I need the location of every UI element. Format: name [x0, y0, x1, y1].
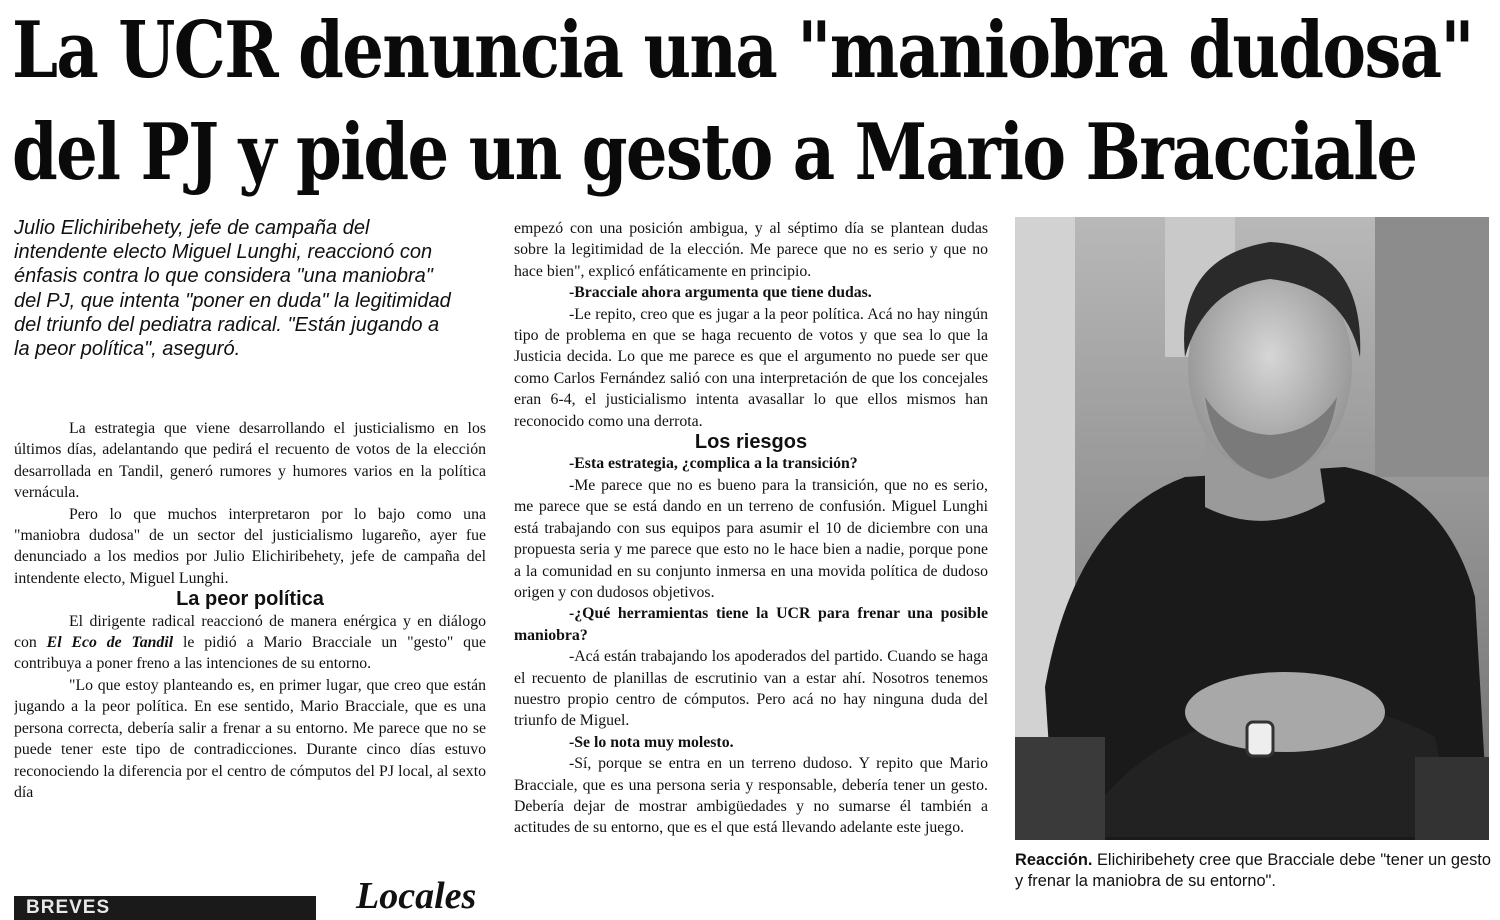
interview-question: -Esta estrategia, ¿complica a la transición?	[569, 455, 858, 473]
subhead-la-peor-politica: La peor política	[176, 588, 324, 611]
paragraph-text: le pidió a Mario Bracciale un "gesto" que contribuya a poner freno a las intenciones de su entorno.	[14, 634, 486, 673]
caption-text: Elichiribehety cree que Bracciale debe "tener un gesto y frenar la maniobra de su entorno".	[1015, 851, 1491, 890]
interview-question: -¿Qué herramientas tiene la UCR para frenar una posible maniobra?	[514, 605, 988, 644]
headline	[12, 0, 1492, 204]
photo-caption	[1015, 850, 1495, 892]
interview-answer: -Sí, porque se entra en un terreno dudoso. Y repito que Mario Bracciale, que es una persona seria y responsable, debería tener un gesto. Debería dejar de mostrar ambigüedades y no sumarse él también a actitudes de su entorno, que es el que está llevando adelante este juego.	[514, 755, 988, 837]
paragraph	[14, 611, 486, 675]
interview-answer: -Acá están trabajando los apoderados del partido. Cuando se haga el recuento de planillas de escrutinio van a estar ahí. Nosotros tenemos nuestro propio centro de cómputos. Pero acá no hay ninguna duda del triunfo de Miguel.	[514, 648, 988, 730]
paragraph: empezó con una posición ambigua, y al séptimo día se plantean dudas sobre la legitimidad de la elección. Me parece que no es serio y que no hace bien", explicó enfáticamente en principio.	[514, 220, 988, 280]
breves-banner: BREVES	[14, 896, 316, 920]
article-column-2	[514, 218, 988, 920]
headline-line-1: La UCR denuncia una "maniobra dudosa"	[12, 5, 1473, 96]
section-label: Locales	[356, 875, 477, 917]
news-photo	[1015, 217, 1489, 840]
newspaper-name: El Eco de Tandil	[46, 634, 174, 652]
subhead-los-riesgos: Los riesgos	[694, 431, 808, 454]
paragraph: Pero lo que muchos interpretaron por lo bajo como una "maniobra dudosa" de un sector del justicialismo lugareño, ayer fue denunciado a los medios por Julio Elichiribehety, jefe de campaña del intendente electo, Miguel Lunghi.	[14, 505, 486, 587]
portrait-photo-illustration	[1015, 217, 1489, 840]
caption-label: Reacción.	[1015, 851, 1093, 869]
paragraph: La estrategia que viene desarrollando el justicialismo en los últimos días, adelantando que pedirá el recuento de votos de la elección desarrollada en Tandil, generó rumores y humores varios en la política vernácula.	[14, 420, 486, 502]
lede: Julio Elichiribehety, jefe de campaña del intendente electo Miguel Lunghi, reaccionó con énfasis contra lo que considera "una maniobra" del PJ, que intenta "poner en duda" la legitimidad del triunfo del pediatra radical. "Están jugando a la peor política", aseguró.	[14, 217, 451, 361]
paragraph: "Lo que estoy planteando es, en primer lugar, que creo que están jugando a la peor política. En ese sentido, Mario Bracciale, que es una persona correcta, debería salir a frenar a su entorno. Me parece que no se puede tener este tipo de contradicciones. Durante cinco días estuvo reconociendo la diferencia por el centro de cómputos del PJ local, al sexto día	[14, 676, 486, 801]
interview-answer: -Me parece que no es bueno para la transición, que no es serio, me parece que se está dando en un terreno de confusión. Miguel Lunghi está trabajando con sus equipos para asumir el 10 de diciembre con una propuesta seria y me parece que esto no le hace bien a nadie, porque pone a la comunidad en su conjunto inmersa en una movida política de dudoso origen y con dudosos objetivos.	[514, 476, 988, 601]
headline-line-2: del PJ y pide un gesto a Mario Bracciale	[12, 107, 1417, 198]
interview-answer: -Le repito, creo que es jugar a la peor política. Acá no hay ningún tipo de problema en que se haga recuento de votos y que sea lo que la Justicia decida. Lo que me parece es que el argumento no puede ser que como Carlos Fernández salió con una interpretación de que los concejales eran 6-4, el justicialismo intenta avasallar lo que ellos mismos han reconocido como una derrota.	[514, 305, 988, 430]
interview-question: -Se lo nota muy molesto.	[569, 733, 734, 751]
article-column-1	[14, 418, 486, 888]
paragraph-text: El dirigente radical reaccionó de manera enérgica y en diálogo con	[14, 612, 486, 652]
interview-question: -Bracciale ahora argumenta que tiene dudas.	[569, 284, 872, 302]
